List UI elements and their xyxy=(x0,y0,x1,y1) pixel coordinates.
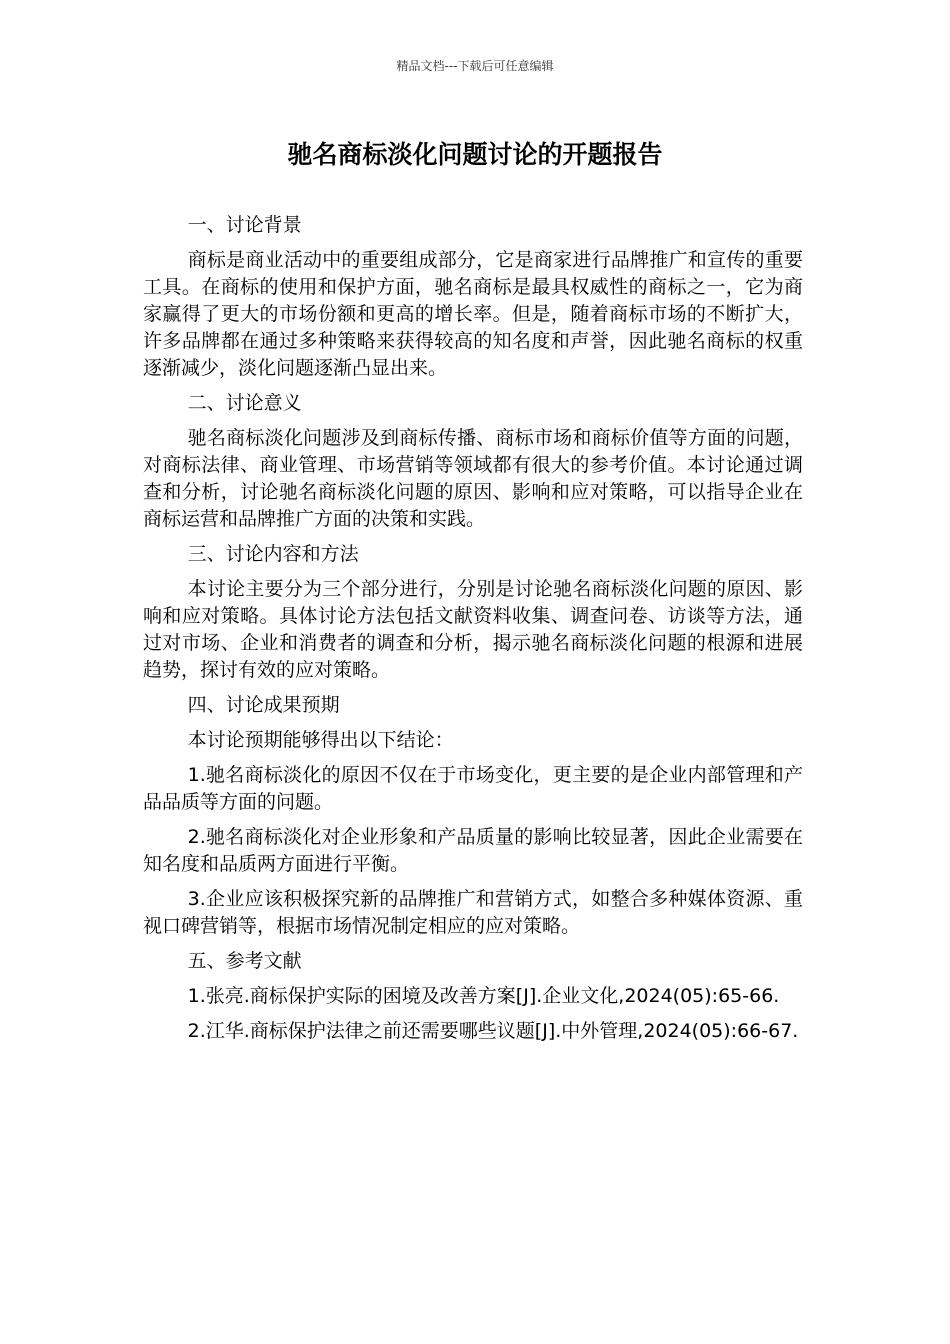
list-item-expected-result: 3.企业应该积极探究新的品牌推广和营销方式，如整合多种媒体资源、重视口碑营销等，根据市场情况制定相应的应对策略。 xyxy=(143,888,803,937)
paragraph-significance: 驰名商标淡化问题涉及到商标传播、商标市场和商标价值等方面的问题，对商标法律、商业管理、市场营销等领域都有很大的参考价值。本讨论通过调查和分析，讨论驰名商标淡化问题的原因、影响和应对策略，可以指导企业在商标运营和品牌推广方面的决策和实践。 xyxy=(143,427,803,530)
paragraph-background: 商标是商业活动中的重要组成部分，它是商家进行品牌推广和宣传的重要工具。在商标的使用和保护方面，驰名商标是最具权威性的商标之一，它为商家赢得了更大的市场份额和更高的增长率。但是，随着商标市场的不断扩大，许多品牌都在通过多种策略来获得较高的知名度和声誉，因此驰名商标的权重逐渐减少，淡化问题逐渐凸显出来。 xyxy=(143,249,803,379)
document-body xyxy=(143,212,803,1053)
list-item-reference: 2.江华.商标保护法律之前还需要哪些议题[J].中外管理,2024(05):66-67. xyxy=(187,1020,799,1042)
paragraph-expected-intro: 本讨论预期能够得出以下结论： xyxy=(187,729,454,751)
list-item-reference: 1.张亮.商标保护实际的困境及改善方案[J].企业文化,2024(05):65-66. xyxy=(187,985,780,1007)
section-heading-background: 一、讨论背景 xyxy=(187,214,302,236)
paragraph-content-methods: 本讨论主要分为三个部分进行，分别是讨论驰名商标淡化问题的原因、影响和应对策略。具体讨论方法包括文献资料收集、调查问卷、访谈等方法，通过对市场、企业和消费者的调查和分析，揭示驰名商标淡化问题的根源和进展趋势，探讨有效的应对策略。 xyxy=(143,578,803,681)
list-item-expected-result: 1.驰名商标淡化的原因不仅在于市场变化，更主要的是企业内部管理和产品品质等方面的问题。 xyxy=(143,764,803,813)
header-watermark: 精品文档---下载后可任意编辑 xyxy=(396,59,554,73)
list-item-expected-result: 2.驰名商标淡化对企业形象和产品质量的影响比较显著，因此企业需要在知名度和品质两方面进行平衡。 xyxy=(143,826,803,875)
section-heading-references: 五、参考文献 xyxy=(187,950,302,972)
section-heading-expected-results: 四、讨论成果预期 xyxy=(187,694,340,716)
section-heading-significance: 二、讨论意义 xyxy=(187,392,302,414)
document-title: 驰名商标淡化问题讨论的开题报告 xyxy=(287,140,663,169)
section-heading-content-methods: 三、讨论内容和方法 xyxy=(187,543,359,565)
